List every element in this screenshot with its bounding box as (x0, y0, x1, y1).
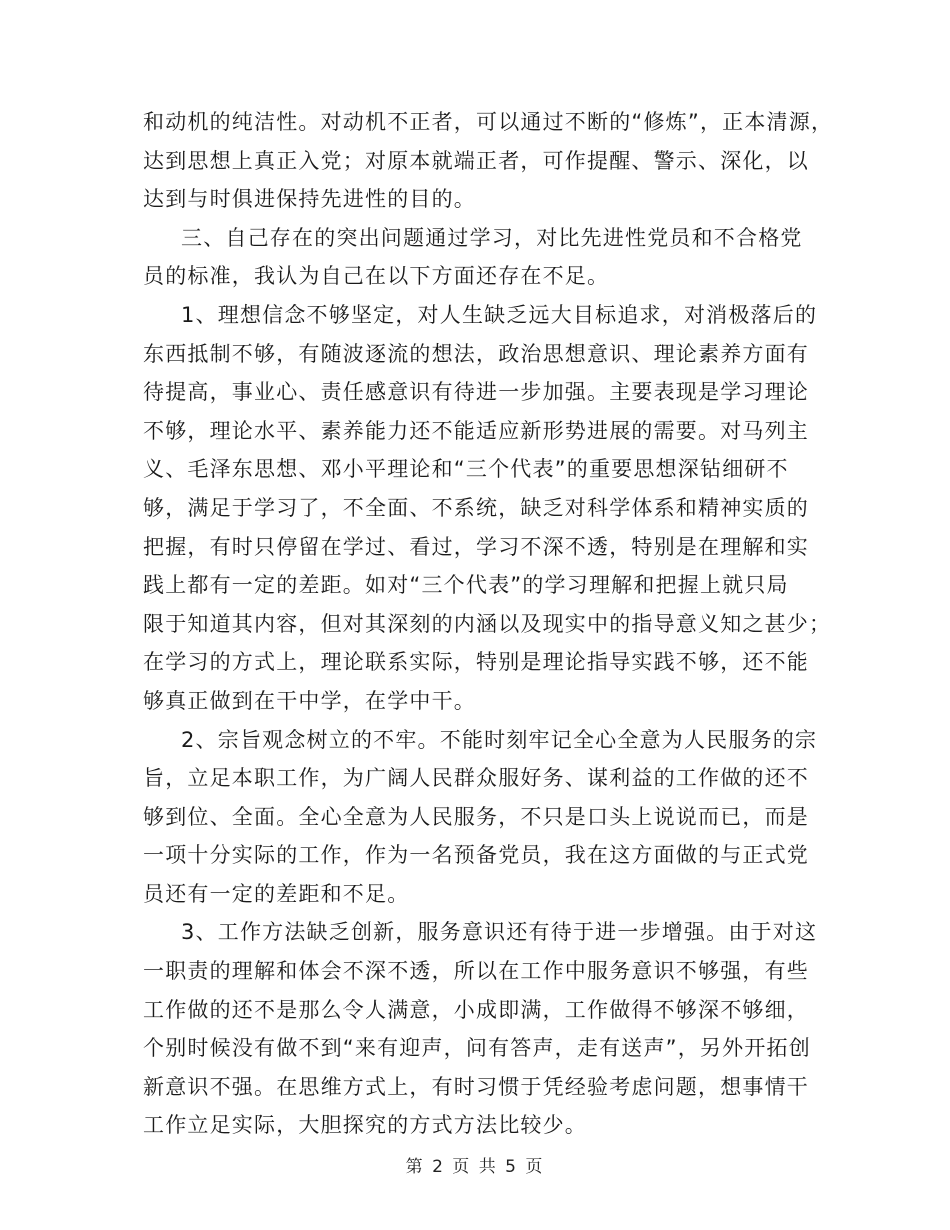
text-line: 旨，立足本职工作，为广阔人民群众服好务、谋利益的工作做的还不 (143, 766, 809, 791)
text-line: 达到思想上真正入党；对原本就端正者，可作提醒、警示、深化，以 (143, 148, 809, 173)
text-line: 新意识不强。在思维方式上，有时习惯于凭经验考虑问题，想事情干 (143, 1074, 809, 1099)
text-line: 和动机的纯洁性。对动机不正者，可以通过不断的“修炼”，正本清源， (143, 110, 834, 134)
text-line: 达到与时俱进保持先进性的目的。 (143, 187, 476, 212)
text-line: 员的标准，我认为自己在以下方面还存在不足。 (143, 264, 610, 289)
paragraph-5 (143, 913, 818, 1145)
text-line: 三、自己存在的突出问题通过学习，对比先进性党员和不合格党 (181, 225, 803, 250)
text-line: 践上都有一定的差距。如对“三个代表”的学习理解和把握上就只局 (143, 573, 789, 598)
text-line: 不够，理论水平、素养能力还不能适应新形势进展的需要。对马列主 (143, 418, 809, 443)
paragraph-1 (143, 103, 834, 219)
text-line: 一项十分实际的工作，作为一名预备党员，我在这方面做的与正式党 (143, 843, 809, 868)
paragraph-2 (143, 219, 813, 296)
text-line: 待提高，事业心、责任感意识有待进一步加强。主要表现是学习理论 (143, 380, 809, 405)
text-line: 东西抵制不够，有随波逐流的想法，政治思想意识、理论素养方面有 (143, 341, 809, 366)
text-line: 1、理想信念不够坚定，对人生缺乏远大目标追求，对消极落后的 (181, 302, 818, 327)
text-line: 够到位、全面。全心全意为人民服务，不只是口头上说说而已，而是 (143, 804, 809, 829)
page-number-footer: 第 2 页 共 5 页 (405, 1157, 545, 1177)
text-line: 够真正做到在干中学，在学中干。 (143, 688, 476, 713)
text-line: 3、工作方法缺乏创新，服务意识还有待于进一步增强。由于对这 (181, 920, 818, 945)
paragraph-3 (143, 296, 832, 721)
text-line: 限于知道其内容，但对其深刻的内涵以及现实中的指导意义知之甚少； (143, 611, 832, 636)
text-line: 义、毛泽东思想、邓小平理论和“三个代表”的重要思想深钻细研不 (143, 457, 789, 482)
text-line: 2、宗旨观念树立的不牢。不能时刻牢记全心全意为人民服务的宗 (181, 727, 818, 752)
text-line: 工作做的还不是那么令人满意，小成即满，工作做得不够深不够细， (143, 997, 809, 1022)
text-line: 够，满足于学习了，不全面、不系统，缺乏对科学体系和精神实质的 (143, 495, 809, 520)
text-line: 把握，有时只停留在学过、看过，学习不深不透，特别是在理解和实 (143, 534, 809, 559)
text-line: 一职责的理解和体会不深不透，所以在工作中服务意识不够强，有些 (143, 959, 809, 984)
text-line: 员还有一定的差距和不足。 (143, 881, 410, 906)
paragraph-4 (143, 721, 818, 914)
text-line: 工作立足实际，大胆探究的方式方法比较少。 (143, 1113, 587, 1138)
document-body (143, 103, 834, 1145)
text-line: 个别时候没有做不到“来有迎声，问有答声，走有送声”，另外开拓创 (143, 1036, 811, 1061)
text-line: 在学习的方式上，理论联系实际，特别是理论指导实践不够，还不能 (143, 650, 809, 675)
